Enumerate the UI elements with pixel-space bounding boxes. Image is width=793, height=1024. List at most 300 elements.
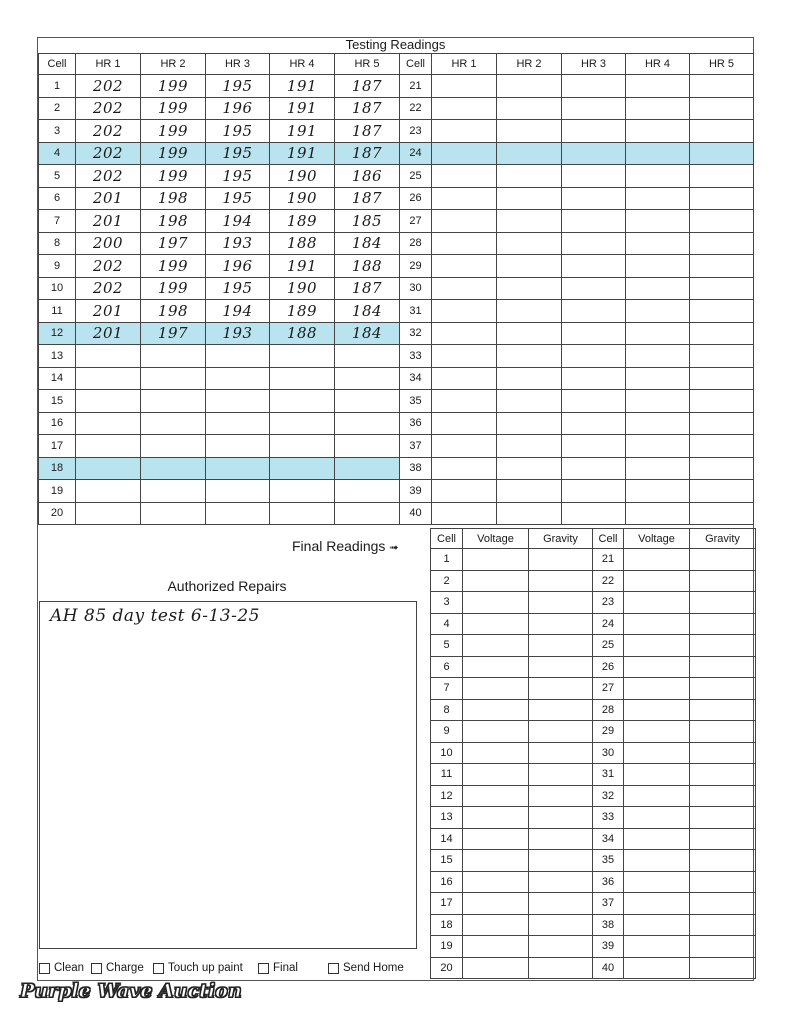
final-voltage-right[interactable] [624, 893, 690, 915]
final-voltage-right[interactable] [624, 785, 690, 807]
checkbox-touch-up-paint[interactable] [153, 962, 243, 974]
hr-reading[interactable]: 188 [270, 322, 335, 345]
final-voltage[interactable] [463, 592, 529, 614]
hr-reading[interactable]: 198 [141, 210, 206, 233]
final-voltage[interactable] [463, 914, 529, 936]
hr-reading-right[interactable] [690, 412, 754, 435]
hr-reading-right[interactable] [432, 210, 497, 233]
hr-reading[interactable]: 199 [141, 277, 206, 300]
hr-reading-right[interactable] [432, 255, 497, 278]
hr-reading-right[interactable] [432, 322, 497, 345]
hr-reading[interactable]: 194 [206, 300, 270, 323]
final-voltage-right[interactable] [624, 678, 690, 700]
final-voltage-right[interactable] [624, 592, 690, 614]
hr-reading-right[interactable] [690, 435, 754, 458]
final-gravity-right[interactable] [690, 570, 756, 592]
hr-reading[interactable] [206, 502, 270, 525]
hr-reading[interactable] [206, 435, 270, 458]
hr-reading-right[interactable] [562, 75, 626, 98]
hr-reading-right[interactable] [432, 300, 497, 323]
hr-reading[interactable] [335, 390, 400, 413]
final-gravity-right[interactable] [690, 914, 756, 936]
final-voltage-right[interactable] [624, 828, 690, 850]
hr-reading[interactable] [141, 412, 206, 435]
hr-reading-right[interactable] [432, 345, 497, 368]
final-gravity-right[interactable] [690, 699, 756, 721]
checkbox-icon[interactable] [39, 963, 50, 974]
hr-reading-right[interactable] [497, 457, 562, 480]
hr-reading[interactable] [141, 457, 206, 480]
hr-reading-right[interactable] [432, 75, 497, 98]
hr-reading-right[interactable] [690, 345, 754, 368]
hr-reading-right[interactable] [562, 142, 626, 165]
hr-reading[interactable]: 202 [76, 165, 141, 188]
final-voltage[interactable] [463, 549, 529, 571]
hr-reading[interactable]: 198 [141, 187, 206, 210]
hr-reading[interactable] [206, 457, 270, 480]
hr-reading-right[interactable] [432, 367, 497, 390]
hr-reading-right[interactable] [432, 232, 497, 255]
hr-reading-right[interactable] [562, 457, 626, 480]
hr-reading-right[interactable] [497, 75, 562, 98]
hr-reading[interactable]: 199 [141, 165, 206, 188]
hr-reading-right[interactable] [626, 142, 690, 165]
hr-reading-right[interactable] [432, 412, 497, 435]
hr-reading[interactable] [270, 345, 335, 368]
hr-reading-right[interactable] [497, 165, 562, 188]
final-gravity[interactable] [529, 721, 593, 743]
hr-reading[interactable] [335, 457, 400, 480]
hr-reading[interactable]: 199 [141, 142, 206, 165]
final-voltage[interactable] [463, 721, 529, 743]
hr-reading[interactable]: 193 [206, 322, 270, 345]
hr-reading-right[interactable] [626, 120, 690, 143]
hr-reading[interactable]: 196 [206, 97, 270, 120]
hr-reading-right[interactable] [562, 165, 626, 188]
hr-reading-right[interactable] [626, 367, 690, 390]
hr-reading[interactable] [335, 412, 400, 435]
hr-reading[interactable] [270, 367, 335, 390]
hr-reading[interactable] [206, 345, 270, 368]
final-gravity-right[interactable] [690, 807, 756, 829]
final-gravity-right[interactable] [690, 635, 756, 657]
final-gravity[interactable] [529, 828, 593, 850]
final-voltage[interactable] [463, 699, 529, 721]
final-gravity[interactable] [529, 871, 593, 893]
hr-reading-right[interactable] [497, 120, 562, 143]
hr-reading[interactable] [206, 390, 270, 413]
final-gravity[interactable] [529, 785, 593, 807]
hr-reading-right[interactable] [562, 502, 626, 525]
hr-reading[interactable] [76, 435, 141, 458]
hr-reading-right[interactable] [497, 480, 562, 503]
final-voltage-right[interactable] [624, 764, 690, 786]
hr-reading-right[interactable] [562, 300, 626, 323]
hr-reading-right[interactable] [626, 255, 690, 278]
final-gravity[interactable] [529, 742, 593, 764]
hr-reading-right[interactable] [562, 435, 626, 458]
hr-reading-right[interactable] [690, 322, 754, 345]
final-gravity-right[interactable] [690, 656, 756, 678]
hr-reading-right[interactable] [690, 457, 754, 480]
hr-reading[interactable]: 199 [141, 75, 206, 98]
hr-reading-right[interactable] [432, 187, 497, 210]
final-gravity[interactable] [529, 678, 593, 700]
hr-reading[interactable]: 187 [335, 97, 400, 120]
hr-reading-right[interactable] [497, 322, 562, 345]
final-voltage[interactable] [463, 635, 529, 657]
hr-reading-right[interactable] [690, 300, 754, 323]
hr-reading-right[interactable] [562, 480, 626, 503]
hr-reading[interactable] [206, 412, 270, 435]
hr-reading[interactable]: 187 [335, 277, 400, 300]
hr-reading-right[interactable] [432, 277, 497, 300]
final-voltage-right[interactable] [624, 807, 690, 829]
hr-reading-right[interactable] [690, 277, 754, 300]
hr-reading-right[interactable] [626, 390, 690, 413]
hr-reading[interactable]: 195 [206, 142, 270, 165]
hr-reading-right[interactable] [626, 480, 690, 503]
hr-reading-right[interactable] [562, 277, 626, 300]
final-voltage[interactable] [463, 764, 529, 786]
hr-reading[interactable]: 188 [335, 255, 400, 278]
hr-reading[interactable]: 201 [76, 300, 141, 323]
hr-reading-right[interactable] [497, 232, 562, 255]
hr-reading[interactable]: 195 [206, 75, 270, 98]
hr-reading-right[interactable] [690, 187, 754, 210]
hr-reading[interactable] [76, 457, 141, 480]
checkbox-icon[interactable] [258, 963, 269, 974]
hr-reading-right[interactable] [497, 187, 562, 210]
final-gravity-right[interactable] [690, 957, 756, 979]
hr-reading-right[interactable] [690, 120, 754, 143]
hr-reading[interactable] [141, 367, 206, 390]
hr-reading[interactable] [141, 435, 206, 458]
hr-reading-right[interactable] [562, 412, 626, 435]
final-voltage-right[interactable] [624, 914, 690, 936]
final-voltage[interactable] [463, 807, 529, 829]
hr-reading-right[interactable] [432, 457, 497, 480]
hr-reading[interactable] [141, 502, 206, 525]
hr-reading[interactable] [76, 480, 141, 503]
final-gravity[interactable] [529, 613, 593, 635]
hr-reading-right[interactable] [626, 210, 690, 233]
hr-reading[interactable]: 202 [76, 277, 141, 300]
cell-number-right: 26 [400, 187, 432, 210]
hr-reading-right[interactable] [690, 210, 754, 233]
hr-reading-right[interactable] [562, 232, 626, 255]
final-voltage-right[interactable] [624, 570, 690, 592]
hr-reading-right[interactable] [690, 165, 754, 188]
final-gravity-right[interactable] [690, 828, 756, 850]
hr-reading[interactable] [76, 367, 141, 390]
final-gravity-right[interactable] [690, 936, 756, 958]
hr-reading[interactable] [270, 435, 335, 458]
final-voltage-right[interactable] [624, 850, 690, 872]
hr-reading-right[interactable] [626, 435, 690, 458]
hr-reading[interactable]: 194 [206, 210, 270, 233]
hr-reading-right[interactable] [497, 255, 562, 278]
hr-reading[interactable]: 202 [76, 97, 141, 120]
hr-reading-right[interactable] [626, 502, 690, 525]
hr-reading[interactable] [141, 345, 206, 368]
final-gravity[interactable] [529, 699, 593, 721]
hr-reading-right[interactable] [497, 277, 562, 300]
hr-reading-right[interactable] [432, 480, 497, 503]
hr-reading-right[interactable] [497, 300, 562, 323]
hr-reading[interactable]: 193 [206, 232, 270, 255]
final-gravity-right[interactable] [690, 850, 756, 872]
hr-reading-right[interactable] [497, 390, 562, 413]
hr-reading[interactable]: 187 [335, 142, 400, 165]
hr-reading[interactable] [270, 480, 335, 503]
final-gravity-right[interactable] [690, 721, 756, 743]
hr-reading[interactable]: 199 [141, 97, 206, 120]
final-voltage-right[interactable] [624, 936, 690, 958]
final-voltage-right[interactable] [624, 656, 690, 678]
hr-reading[interactable]: 201 [76, 210, 141, 233]
hr-reading-right[interactable] [626, 165, 690, 188]
final-gravity-right[interactable] [690, 764, 756, 786]
hr-reading[interactable] [270, 502, 335, 525]
final-cell-number-right: 28 [593, 699, 624, 721]
hr-reading[interactable]: 202 [76, 75, 141, 98]
hr-reading[interactable]: 191 [270, 75, 335, 98]
final-voltage-right[interactable] [624, 871, 690, 893]
final-voltage[interactable] [463, 828, 529, 850]
hr-reading-right[interactable] [562, 210, 626, 233]
final-gravity[interactable] [529, 592, 593, 614]
hr-reading-right[interactable] [562, 345, 626, 368]
final-gravity[interactable] [529, 893, 593, 915]
hr-reading[interactable]: 202 [76, 255, 141, 278]
final-gravity-right[interactable] [690, 678, 756, 700]
hr-reading-right[interactable] [562, 97, 626, 120]
hr-reading-right[interactable] [690, 255, 754, 278]
hr-reading[interactable] [76, 412, 141, 435]
hr-reading[interactable] [141, 480, 206, 503]
cell-number-right: 22 [400, 97, 432, 120]
hr-reading[interactable]: 201 [76, 187, 141, 210]
hr-reading[interactable] [76, 502, 141, 525]
checkbox-charge[interactable] [91, 962, 144, 974]
hr-reading-right[interactable] [626, 457, 690, 480]
final-voltage[interactable] [463, 871, 529, 893]
final-voltage-right[interactable] [624, 613, 690, 635]
final-cell-number: 17 [431, 893, 463, 915]
hr-reading-right[interactable] [626, 75, 690, 98]
hr-reading-right[interactable] [497, 97, 562, 120]
final-voltage[interactable] [463, 570, 529, 592]
hr-reading[interactable] [206, 480, 270, 503]
hr-reading-right[interactable] [497, 412, 562, 435]
final-gravity-right[interactable] [690, 613, 756, 635]
hr-reading[interactable]: 195 [206, 120, 270, 143]
hr-reading-right[interactable] [690, 142, 754, 165]
hr-reading-right[interactable] [562, 322, 626, 345]
hr-reading[interactable]: 202 [76, 142, 141, 165]
checkbox-icon[interactable] [153, 963, 164, 974]
final-voltage[interactable] [463, 893, 529, 915]
final-voltage-right[interactable] [624, 549, 690, 571]
final-gravity[interactable] [529, 570, 593, 592]
hr-reading[interactable]: 184 [335, 300, 400, 323]
hr-reading[interactable]: 191 [270, 120, 335, 143]
hr-reading-right[interactable] [432, 142, 497, 165]
cell-number: 9 [39, 255, 76, 278]
final-gravity-right[interactable] [690, 871, 756, 893]
hr-reading-right[interactable] [497, 502, 562, 525]
hr-reading[interactable]: 199 [141, 255, 206, 278]
hr-reading-right[interactable] [690, 502, 754, 525]
hr-reading-right[interactable] [626, 277, 690, 300]
hr-reading[interactable] [76, 345, 141, 368]
final-gravity[interactable] [529, 914, 593, 936]
checkbox-icon[interactable] [328, 963, 339, 974]
hr-reading[interactable]: 190 [270, 187, 335, 210]
final-gravity[interactable] [529, 635, 593, 657]
final-voltage-right[interactable] [624, 742, 690, 764]
authorized-repairs-box[interactable] [39, 601, 417, 949]
final-voltage-right[interactable] [624, 721, 690, 743]
final-voltage[interactable] [463, 936, 529, 958]
hr-reading[interactable]: 202 [76, 120, 141, 143]
hr-reading[interactable]: 189 [270, 210, 335, 233]
hr-reading[interactable] [270, 390, 335, 413]
hr-reading-right[interactable] [690, 97, 754, 120]
hr-reading[interactable]: 191 [270, 142, 335, 165]
checkbox-clean[interactable] [39, 962, 84, 974]
hr-reading-right[interactable] [690, 367, 754, 390]
hr-reading[interactable]: 184 [335, 232, 400, 255]
hr-reading-right[interactable] [690, 232, 754, 255]
hr-reading-right[interactable] [690, 480, 754, 503]
hr-reading[interactable]: 196 [206, 255, 270, 278]
hr-reading[interactable] [76, 390, 141, 413]
checkbox-send-home[interactable] [328, 962, 404, 974]
hr-reading[interactable]: 187 [335, 75, 400, 98]
hr-reading[interactable]: 195 [206, 165, 270, 188]
hr-reading-right[interactable] [432, 435, 497, 458]
hr-reading-right[interactable] [432, 502, 497, 525]
hr-reading[interactable] [335, 345, 400, 368]
final-voltage[interactable] [463, 678, 529, 700]
final-voltage[interactable] [463, 742, 529, 764]
hr-reading-right[interactable] [432, 165, 497, 188]
hr-reading-right[interactable] [497, 142, 562, 165]
hr-reading-right[interactable] [497, 435, 562, 458]
hr-reading[interactable]: 188 [270, 232, 335, 255]
hr-reading[interactable]: 189 [270, 300, 335, 323]
final-voltage[interactable] [463, 957, 529, 979]
final-voltage[interactable] [463, 656, 529, 678]
final-gravity[interactable] [529, 764, 593, 786]
hr-reading-right[interactable] [497, 210, 562, 233]
final-gravity[interactable] [529, 957, 593, 979]
final-gravity-right[interactable] [690, 893, 756, 915]
hr-reading[interactable]: 187 [335, 120, 400, 143]
hr-reading-right[interactable] [562, 187, 626, 210]
hr-reading-right[interactable] [562, 390, 626, 413]
final-voltage-right[interactable] [624, 635, 690, 657]
hr-reading[interactable]: 191 [270, 97, 335, 120]
hr-reading[interactable]: 198 [141, 300, 206, 323]
final-voltage[interactable] [463, 785, 529, 807]
checkbox-final[interactable] [258, 962, 298, 974]
hr-reading[interactable]: 190 [270, 165, 335, 188]
hr-reading[interactable] [335, 502, 400, 525]
hr-reading[interactable] [335, 367, 400, 390]
hr-reading[interactable]: 201 [76, 322, 141, 345]
hr-reading[interactable]: 184 [335, 322, 400, 345]
hr-reading-right[interactable] [432, 390, 497, 413]
final-voltage-right[interactable] [624, 957, 690, 979]
hr-reading-right[interactable] [562, 255, 626, 278]
hr-reading-right[interactable] [690, 75, 754, 98]
hr-reading-right[interactable] [626, 300, 690, 323]
hr-reading[interactable]: 199 [141, 120, 206, 143]
hr-reading[interactable] [141, 390, 206, 413]
hr-reading[interactable]: 186 [335, 165, 400, 188]
final-gravity[interactable] [529, 850, 593, 872]
final-gravity[interactable] [529, 807, 593, 829]
hr-reading-right[interactable] [626, 232, 690, 255]
final-gravity-right[interactable] [690, 549, 756, 571]
hr-reading[interactable]: 195 [206, 277, 270, 300]
final-gravity-right[interactable] [690, 785, 756, 807]
hr-reading[interactable]: 190 [270, 277, 335, 300]
final-gravity-right[interactable] [690, 742, 756, 764]
hr-reading-right[interactable] [432, 97, 497, 120]
final-gravity[interactable] [529, 549, 593, 571]
final-voltage[interactable] [463, 613, 529, 635]
hr-reading-right[interactable] [690, 390, 754, 413]
hr-reading[interactable]: 191 [270, 255, 335, 278]
hr-reading-right[interactable] [626, 412, 690, 435]
hr-reading[interactable] [270, 457, 335, 480]
hr-reading-right[interactable] [626, 97, 690, 120]
hr-reading[interactable]: 185 [335, 210, 400, 233]
checkbox-icon[interactable] [91, 963, 102, 974]
hr-reading-right[interactable] [562, 367, 626, 390]
table-row [431, 871, 756, 893]
hr-reading-right[interactable] [497, 345, 562, 368]
final-gravity[interactable] [529, 936, 593, 958]
final-readings-label [292, 538, 399, 554]
final-voltage[interactable] [463, 850, 529, 872]
final-gravity[interactable] [529, 656, 593, 678]
hr-reading-right[interactable] [497, 367, 562, 390]
hr-reading[interactable] [335, 435, 400, 458]
hr-reading-right[interactable] [432, 120, 497, 143]
final-voltage-right[interactable] [624, 699, 690, 721]
hr-reading[interactable] [270, 412, 335, 435]
hr-reading-right[interactable] [626, 322, 690, 345]
hr-reading[interactable] [206, 367, 270, 390]
hr-reading-right[interactable] [626, 187, 690, 210]
table-row [39, 75, 754, 98]
cell-number-right: 28 [400, 232, 432, 255]
hr-reading-right[interactable] [562, 120, 626, 143]
hr-reading[interactable]: 200 [76, 232, 141, 255]
final-gravity-right[interactable] [690, 592, 756, 614]
hr-reading-right[interactable] [626, 345, 690, 368]
hr-reading[interactable]: 197 [141, 232, 206, 255]
hr-reading[interactable]: 197 [141, 322, 206, 345]
hr-reading[interactable] [335, 480, 400, 503]
hr-reading[interactable]: 195 [206, 187, 270, 210]
hr-reading[interactable]: 187 [335, 187, 400, 210]
